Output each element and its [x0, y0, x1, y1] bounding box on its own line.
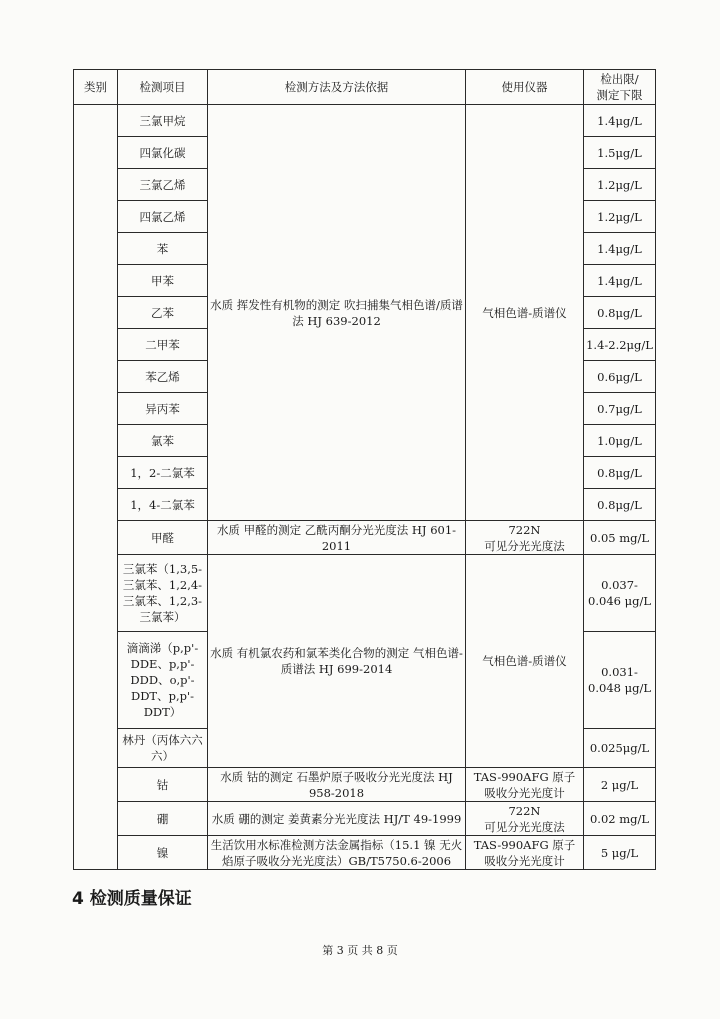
item-cell: 苯 — [118, 233, 208, 265]
header-instrument: 使用仪器 — [466, 70, 584, 105]
item-cell: 三氯乙烯 — [118, 169, 208, 201]
limit-cell: 1.0μg/L — [584, 425, 656, 457]
section-title: 4 检测质量保证 — [72, 889, 192, 909]
page-footer: 第 3 页 共 8 页 — [322, 944, 398, 957]
limit-cell: 0.7μg/L — [584, 393, 656, 425]
table-row — [74, 105, 656, 137]
instrument-cell: 722N 可见分光光度法 — [466, 802, 584, 836]
item-cell: 三氯甲烷 — [118, 105, 208, 137]
table-row — [74, 521, 656, 555]
header-category: 类别 — [74, 70, 118, 105]
limit-cell: 0.6μg/L — [584, 361, 656, 393]
item-cell: 氯苯 — [118, 425, 208, 457]
table-row — [74, 555, 656, 632]
limit-cell: 0.05 mg/L — [584, 521, 656, 555]
item-cell: 甲苯 — [118, 265, 208, 297]
limit-cell: 5 μg/L — [584, 836, 656, 870]
item-cell: 钴 — [118, 768, 208, 802]
item-cell: 四氯乙烯 — [118, 201, 208, 233]
header-item: 检测项目 — [118, 70, 208, 105]
method-cell: 水质 硼的测定 姜黄素分光光度法 HJ/T 49-1999 — [208, 802, 466, 836]
method-cell: 水质 有机氯农药和氯苯类化合物的测定 气相色谱-质谱法 HJ 699-2014 — [208, 555, 466, 768]
item-cell: 四氯化碳 — [118, 137, 208, 169]
table-row — [74, 836, 656, 870]
limit-cell: 1.4μg/L — [584, 233, 656, 265]
table-row — [74, 768, 656, 802]
item-cell: 滴滴涕（p,p'-DDE、p,p'-DDD、o,p'-DDT、p,p'-DDT） — [118, 632, 208, 729]
item-cell: 三氯苯（1,3,5-三氯苯、1,2,4-三氯苯、1,2,3-三氯苯） — [118, 555, 208, 632]
item-cell: 二甲苯 — [118, 329, 208, 361]
header-limit: 检出限/ 测定下限 — [584, 70, 656, 105]
method-cell: 生活饮用水标准检测方法金属指标（15.1 镍 无火焰原子吸收分光光度法）GB/T5750.6-2006 — [208, 836, 466, 870]
detection-table — [73, 69, 656, 870]
table-row — [74, 802, 656, 836]
instrument-cell: 气相色谱-质谱仪 — [466, 555, 584, 768]
limit-cell: 1.2μg/L — [584, 201, 656, 233]
method-cell: 水质 挥发性有机物的测定 吹扫捕集气相色谱/质谱法 HJ 639-2012 — [208, 105, 466, 521]
limit-cell: 1.4μg/L — [584, 265, 656, 297]
limit-cell: 0.031-0.048 μg/L — [584, 632, 656, 729]
limit-cell: 2 μg/L — [584, 768, 656, 802]
limit-cell: 1.4μg/L — [584, 105, 656, 137]
table-header-row — [74, 70, 656, 105]
item-cell: 1，4-二氯苯 — [118, 489, 208, 521]
instrument-cell: TAS-990AFG 原子吸收分光光度计 — [466, 836, 584, 870]
item-cell: 乙苯 — [118, 297, 208, 329]
method-cell: 水质 钴的测定 石墨炉原子吸收分光光度法 HJ 958-2018 — [208, 768, 466, 802]
instrument-cell: TAS-990AFG 原子吸收分光光度计 — [466, 768, 584, 802]
limit-cell: 0.8μg/L — [584, 297, 656, 329]
item-cell: 硼 — [118, 802, 208, 836]
limit-cell: 0.037-0.046 μg/L — [584, 555, 656, 632]
limit-cell: 1.5μg/L — [584, 137, 656, 169]
item-cell: 甲醛 — [118, 521, 208, 555]
item-cell: 苯乙烯 — [118, 361, 208, 393]
method-cell: 水质 甲醛的测定 乙酰丙酮分光光度法 HJ 601-2011 — [208, 521, 466, 555]
limit-cell: 0.8μg/L — [584, 489, 656, 521]
instrument-cell: 722N 可见分光光度法 — [466, 521, 584, 555]
limit-cell: 0.8μg/L — [584, 457, 656, 489]
limit-cell: 1.2μg/L — [584, 169, 656, 201]
category-cell — [74, 105, 118, 870]
item-cell: 镍 — [118, 836, 208, 870]
limit-cell: 0.02 mg/L — [584, 802, 656, 836]
item-cell: 林丹（丙体六六六） — [118, 729, 208, 768]
item-cell: 1，2-二氯苯 — [118, 457, 208, 489]
limit-cell: 1.4-2.2μg/L — [584, 329, 656, 361]
header-method: 检测方法及方法依据 — [208, 70, 466, 105]
item-cell: 异丙苯 — [118, 393, 208, 425]
instrument-cell: 气相色谱-质谱仪 — [466, 105, 584, 521]
limit-cell: 0.025μg/L — [584, 729, 656, 768]
